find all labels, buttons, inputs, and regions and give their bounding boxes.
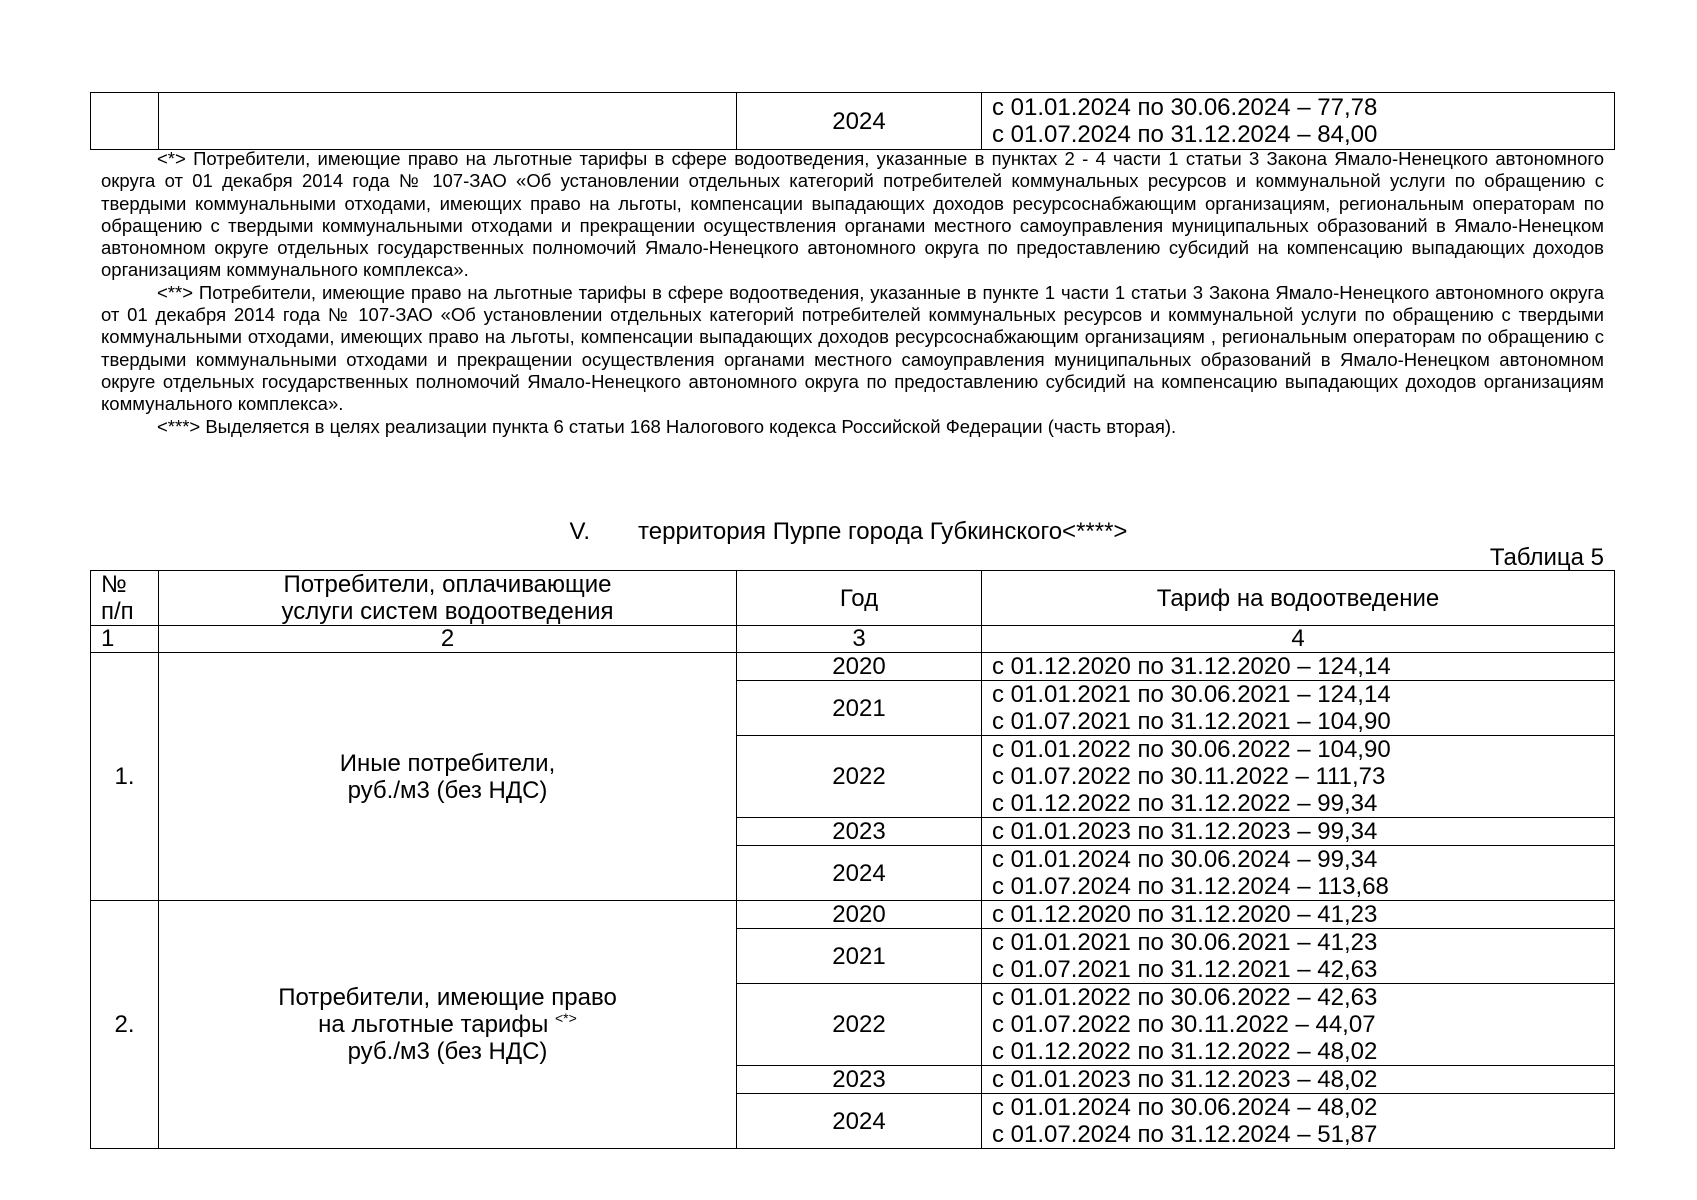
footnote-marker: <*>	[555, 1010, 577, 1026]
year-cell: 2023	[737, 818, 982, 846]
tariff-cell	[982, 1066, 1615, 1094]
header-year: Год	[737, 571, 982, 626]
tariff-line: с 01.12.2022 по 31.12.2022 – 99,34	[992, 790, 1378, 817]
tariff-cell	[982, 653, 1615, 681]
year-cell: 2024	[737, 93, 982, 150]
tariff-line: с 01.12.2020 по 31.12.2020 – 124,14	[992, 653, 1391, 680]
tariff-cell	[982, 929, 1615, 984]
header-num-line: п/п	[101, 598, 134, 625]
consumer-line-text: на льготные тарифы	[318, 1011, 549, 1038]
tariff-line: с 01.07.2024 по 31.12.2024 – 51,87	[992, 1121, 1378, 1148]
table-row	[91, 901, 1615, 929]
tariff-cell	[982, 681, 1615, 736]
header-consumers-line: Потребители, оплачивающие	[283, 571, 612, 598]
tariff-line: с 01.01.2023 по 31.12.2023 – 48,02	[992, 1066, 1378, 1093]
tariff-line: с 01.01.2021 по 30.06.2021 – 124,14	[992, 681, 1391, 708]
tariff-line: с 01.12.2022 по 31.12.2022 – 48,02	[992, 1038, 1378, 1065]
table-label: Таблица 5	[1489, 544, 1604, 571]
consumer-line: Иные потребители,	[339, 749, 556, 777]
previous-table-continuation	[90, 92, 1615, 150]
tariff-cell	[982, 736, 1615, 818]
tariff-line: с 01.01.2022 по 30.06.2022 – 104,90	[992, 736, 1391, 763]
section-title: территория Пурпе города Губкинского<****>	[638, 518, 1128, 545]
tariff-cell	[982, 1094, 1615, 1149]
tariff-line: с 01.01.2021 по 30.06.2021 – 41,23	[992, 929, 1378, 956]
consumer-line: руб./м3 (без НДС)	[347, 776, 548, 804]
header-consumers-line: услуги систем водоотведения	[281, 598, 614, 625]
tariff-line: с 01.07.2022 по 30.11.2022 – 111,73	[992, 763, 1386, 790]
num-cell	[91, 93, 159, 150]
tariff-cell	[982, 901, 1615, 929]
tariff-cell	[982, 818, 1615, 846]
tariff-line: с 01.07.2024 по 31.12.2024 – 84,00	[992, 121, 1378, 148]
tariff-table	[90, 570, 1615, 1149]
index-row	[91, 626, 1615, 653]
tariff-line: с 01.07.2024 по 31.12.2024 – 113,68	[992, 873, 1389, 900]
year-cell: 2024	[737, 846, 982, 901]
index-cell: 4	[982, 626, 1615, 653]
tariff-cell	[982, 93, 1615, 150]
tariff-line: с 01.07.2022 по 30.11.2022 – 44,07	[992, 1011, 1376, 1038]
index-cell: 1	[91, 626, 159, 653]
tariff-line: с 01.01.2024 по 30.06.2024 – 77,78	[992, 94, 1378, 121]
footnote-3: <***> Выделяется в целях реализации пункта 6 статьи 168 Налогового кодекса Российской Федерации (часть вторая).	[157, 415, 1177, 437]
tariff-line: с 01.01.2024 по 30.06.2024 – 99,34	[992, 846, 1378, 873]
footnote-1: <*> Потребители, имеющие право на льготные тарифы в сфере водоотведения, указанные в пунктах 2 - 4 части 1 статьи 3 Закона Ямало-Ненецкого автономного округа от 01 декабря 2014 года № 107-ЗАО «Об установлении отдельных категорий потребителей коммунальных ресурсов и коммунальной услуги по обращению с твердыми коммунальными отходами, имеющих право на льготы, компенсации выпадающих доходов ресурсоснабжающим организациям, региональным операторам по обращению с твердыми коммунальными отходами и прекращении осуществления органами местного самоуправления муниципальных образований в Ямало-Ненецком автономном округе отдельных государственных полномочий Ямало-Ненецкого автономного округа по предоставлению субсидий на компенсацию выпадающих доходов организациям коммунального комплекса».	[101, 148, 1604, 281]
section-heading	[0, 518, 1697, 546]
tariff-line: с 01.01.2024 по 30.06.2024 – 48,02	[992, 1094, 1378, 1121]
tariff-cell	[982, 984, 1615, 1066]
group-consumer	[159, 901, 737, 1149]
group-num: 2.	[91, 901, 159, 1149]
year-cell: 2021	[737, 929, 982, 984]
tariff-line: с 01.07.2021 по 31.12.2021 – 42,63	[992, 956, 1378, 983]
header-tariff: Тариф на водоотведение	[982, 571, 1615, 626]
tariff-line: с 01.07.2021 по 31.12.2021 – 104,90	[992, 708, 1391, 735]
header-num-line: №	[101, 571, 127, 598]
header-consumers	[159, 571, 737, 626]
year-cell: 2021	[737, 681, 982, 736]
section-number: V.	[569, 518, 591, 545]
tariff-line: с 01.12.2020 по 31.12.2020 – 41,23	[992, 901, 1378, 928]
footnote-2: <**> Потребители, имеющие право на льготные тарифы в сфере водоотведения, указанные в пункте 1 части 1 статьи 3 Закона Ямало-Ненецкого автономного округа от 01 декабря 2014 года № 107-ЗАО «Об установлении отдельных категорий потребителей коммунальных ресурсов и коммунальной услуги по обращению с твердыми коммунальными отходами, имеющих право на льготы, компенсации выпадающих доходов ресурсоснабжающим организациям , региональным операторам по обращению с твердыми коммунальными отходами и прекращении осуществления органами местного самоуправления муниципальных образований в Ямало-Ненецком автономном округе отдельных государственных полномочий Ямало-Ненецкого автономного округа по предоставлению субсидий на компенсацию выпадающих доходов организациям коммунального комплекса».	[101, 281, 1604, 415]
index-cell: 3	[737, 626, 982, 653]
footnotes	[101, 148, 1604, 438]
tariff-line: с 01.01.2022 по 30.06.2022 – 42,63	[992, 984, 1378, 1011]
table-row	[91, 93, 1615, 150]
consumer-cell	[159, 93, 737, 150]
header-num	[91, 571, 159, 626]
year-cell: 2022	[737, 984, 982, 1066]
tariff-cell	[982, 846, 1615, 901]
consumer-line	[169, 1011, 726, 1038]
year-cell: 2022	[737, 736, 982, 818]
year-cell: 2020	[737, 901, 982, 929]
table-row	[91, 653, 1615, 681]
year-cell: 2024	[737, 1094, 982, 1149]
group-num: 1.	[91, 653, 159, 901]
tariff-line: с 01.01.2023 по 31.12.2023 – 99,34	[992, 818, 1378, 845]
year-cell: 2023	[737, 1066, 982, 1094]
group-consumer	[159, 653, 737, 901]
index-cell: 2	[159, 626, 737, 653]
header-row	[91, 571, 1615, 626]
year-cell: 2020	[737, 653, 982, 681]
consumer-line: руб./м3 (без НДС)	[347, 1038, 548, 1065]
consumer-line: Потребители, имеющие право	[278, 984, 617, 1011]
